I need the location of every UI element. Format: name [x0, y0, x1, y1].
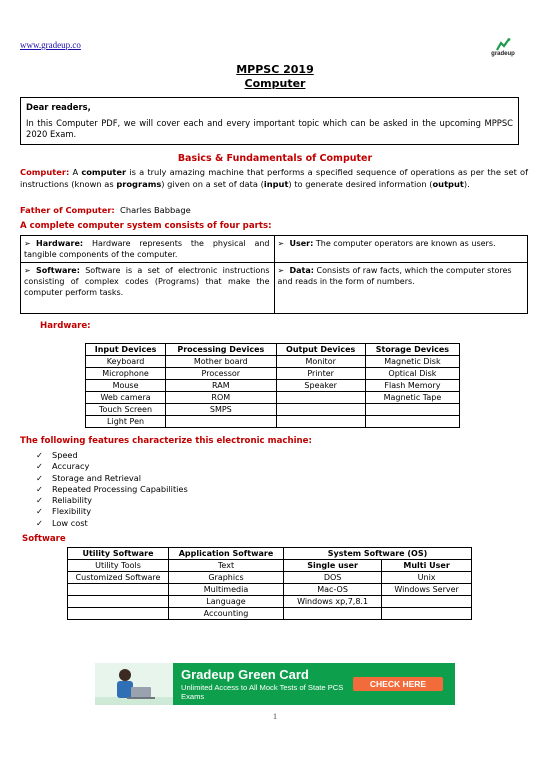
- definition-bold: input: [263, 179, 289, 189]
- table-cell: Multimedia: [169, 584, 284, 596]
- table-cell: Magnetic Disk: [365, 356, 459, 368]
- table-cell: Web camera: [86, 392, 166, 404]
- table-cell: Light Pen: [86, 416, 166, 428]
- table-cell: Processor: [166, 368, 276, 380]
- table-cell: Multi User: [382, 560, 472, 572]
- checkmark-icon: ✓: [36, 506, 43, 517]
- list-item: ✓ Reliability: [36, 495, 93, 506]
- table-cell: Microphone: [86, 368, 166, 380]
- father-label: Father of Computer:: [20, 205, 115, 215]
- features-list: [36, 450, 188, 529]
- table-cell: ROM: [166, 392, 276, 404]
- arrow-icon: ➢: [24, 239, 31, 248]
- table-cell: [166, 416, 276, 428]
- table-row: [86, 356, 460, 368]
- table-cell: Unix: [382, 572, 472, 584]
- computer-definition: [20, 166, 528, 190]
- table-cell: [68, 584, 169, 596]
- table-cell: [68, 596, 169, 608]
- list-item: ✓ Speed: [36, 450, 78, 460]
- arrow-icon: ➢: [24, 266, 31, 275]
- definition-label: Computer:: [20, 167, 70, 177]
- part-term: Hardware:: [36, 239, 84, 248]
- table-cell: Magnetic Tape: [365, 392, 459, 404]
- banner-illustration: [95, 663, 173, 705]
- part-term: User:: [289, 239, 314, 248]
- features-heading: The following features characterize this electronic machine:: [20, 436, 312, 446]
- section-heading: Basics & Fundamentals of Computer: [177, 153, 373, 164]
- definition-bold: computer: [81, 167, 127, 177]
- table-header-row: [68, 548, 472, 560]
- checkmark-icon: ✓: [36, 517, 43, 528]
- hardware-heading: Hardware:: [40, 321, 91, 331]
- green-card-banner[interactable]: [95, 663, 455, 705]
- table-cell: Graphics: [169, 572, 284, 584]
- intro-greeting: Dear readers,: [26, 102, 91, 112]
- four-parts-table: [20, 235, 528, 314]
- table-cell: Text: [169, 560, 284, 572]
- definition-text: ).: [463, 179, 470, 189]
- table-cell: Language: [169, 596, 284, 608]
- table-row: [86, 392, 460, 404]
- list-item: ✓ Flexibility: [36, 506, 92, 517]
- table-row: [86, 380, 460, 392]
- checkmark-icon: ✓: [36, 495, 43, 506]
- gradeup-logo-icon: [495, 38, 511, 51]
- arrow-icon: ➢: [277, 239, 285, 248]
- table-cell: Windows xp,7,8.1: [284, 596, 382, 608]
- table-cell: [276, 404, 365, 416]
- list-item: ✓ Accuracy: [36, 461, 90, 472]
- table-row: [86, 404, 460, 416]
- table-cell: RAM: [166, 380, 276, 392]
- software-heading: Software: [22, 534, 66, 544]
- part-software: [21, 263, 275, 314]
- checkmark-icon: ✓: [36, 450, 43, 460]
- document-subtitle: Computer: [244, 77, 306, 90]
- father-value: Charles Babbage: [120, 205, 191, 215]
- list-item: ✓ Low cost: [36, 517, 88, 528]
- software-table: [67, 547, 472, 620]
- table-cell: [68, 608, 169, 620]
- checkmark-icon: ✓: [36, 483, 43, 494]
- list-item: ✓ Repeated Processing Capabilities: [36, 483, 188, 494]
- definition-text: is a truly amazing machine that performs a specified sequence of operations as per the set of instructions (known as: [20, 167, 529, 189]
- banner-title: Gradeup Green Card: [181, 667, 309, 682]
- hardware-table: [85, 343, 460, 428]
- logo-text: gradeup: [491, 51, 515, 57]
- part-term: Software:: [36, 266, 80, 275]
- checkmark-icon: ✓: [36, 461, 43, 472]
- definition-bold: output: [432, 179, 464, 189]
- parts-heading: A complete computer system consists of four parts:: [20, 221, 272, 231]
- table-cell: SMPS: [166, 404, 276, 416]
- table-cell: [382, 608, 472, 620]
- table-header: Utility Software: [68, 548, 169, 560]
- part-user: [274, 236, 528, 263]
- table-header: Application Software: [169, 548, 284, 560]
- table-cell: [365, 416, 459, 428]
- table-cell: Mother board: [166, 356, 276, 368]
- table-row: [68, 596, 472, 608]
- table-cell: Utility Tools: [68, 560, 169, 572]
- table-cell: [276, 416, 365, 428]
- part-term: Data:: [289, 266, 314, 275]
- table-cell: Flash Memory: [365, 380, 459, 392]
- table-cell: Customized Software: [68, 572, 169, 584]
- table-row: [68, 584, 472, 596]
- part-desc: The computer operators are known as users.: [313, 239, 496, 248]
- father-of-computer: [20, 204, 528, 216]
- definition-text: ) given on a set of data (: [161, 179, 264, 189]
- intro-text: In this Computer PDF, we will cover each and every important topic which can be asked in the upcoming MPPSC 2020 Exam.: [26, 118, 513, 139]
- definition-bold: programs: [116, 179, 162, 189]
- table-row: [86, 416, 460, 428]
- part-desc: Hardware represents the physical and tangible components of the computer.: [24, 239, 270, 259]
- table-cell: DOS: [284, 572, 382, 584]
- table-row: [86, 368, 460, 380]
- arrow-icon: ➢: [277, 266, 285, 275]
- table-cell: [365, 404, 459, 416]
- table-cell: Keyboard: [86, 356, 166, 368]
- definition-text: A: [69, 167, 82, 177]
- table-cell: [276, 392, 365, 404]
- table-cell: Windows Server: [382, 584, 472, 596]
- header-link[interactable]: www.gradeup.co: [20, 40, 81, 50]
- table-row: [68, 608, 472, 620]
- table-cell: Monitor: [276, 356, 365, 368]
- table-row: [68, 560, 472, 572]
- part-data: [274, 263, 528, 314]
- table-cell: Mouse: [86, 380, 166, 392]
- table-cell: Printer: [276, 368, 365, 380]
- part-hardware: [21, 236, 275, 263]
- part-desc: Software is a set of electronic instructions consisting of complex codes (Programs) that make the computer perform tasks.: [24, 266, 270, 297]
- check-here-button[interactable]: CHECK HERE: [353, 677, 443, 691]
- table-header: System Software (OS): [284, 548, 472, 560]
- definition-text: ) to generate desired information (: [288, 179, 433, 189]
- table-header: Processing Devices: [166, 344, 276, 356]
- checkmark-icon: ✓: [36, 472, 43, 483]
- table-cell: Touch Screen: [86, 404, 166, 416]
- table-row: [68, 572, 472, 584]
- table-header: Input Devices: [86, 344, 166, 356]
- document-title: MPPSC 2019: [236, 63, 314, 76]
- gradeup-logo: [486, 38, 520, 57]
- list-item: ✓ Storage and Retrieval: [36, 472, 142, 483]
- table-cell: [382, 596, 472, 608]
- table-cell: Mac-OS: [284, 584, 382, 596]
- table-header: Storage Devices: [365, 344, 459, 356]
- table-header: Output Devices: [276, 344, 365, 356]
- table-cell: Accounting: [169, 608, 284, 620]
- table-cell: Optical Disk: [365, 368, 459, 380]
- table-cell: Single user: [284, 560, 382, 572]
- banner-subtitle: Unlimited Access to All Mock Tests of State PCS Exams: [181, 683, 344, 701]
- page-number: 1: [273, 712, 277, 721]
- part-desc: Consists of raw facts, which the computer stores and reads in the form of numbers.: [277, 266, 512, 286]
- person-laptop-icon: [95, 663, 173, 705]
- table-header-row: [86, 344, 460, 356]
- table-cell: [284, 608, 382, 620]
- intro-box: [20, 97, 519, 145]
- table-cell: Speaker: [276, 380, 365, 392]
